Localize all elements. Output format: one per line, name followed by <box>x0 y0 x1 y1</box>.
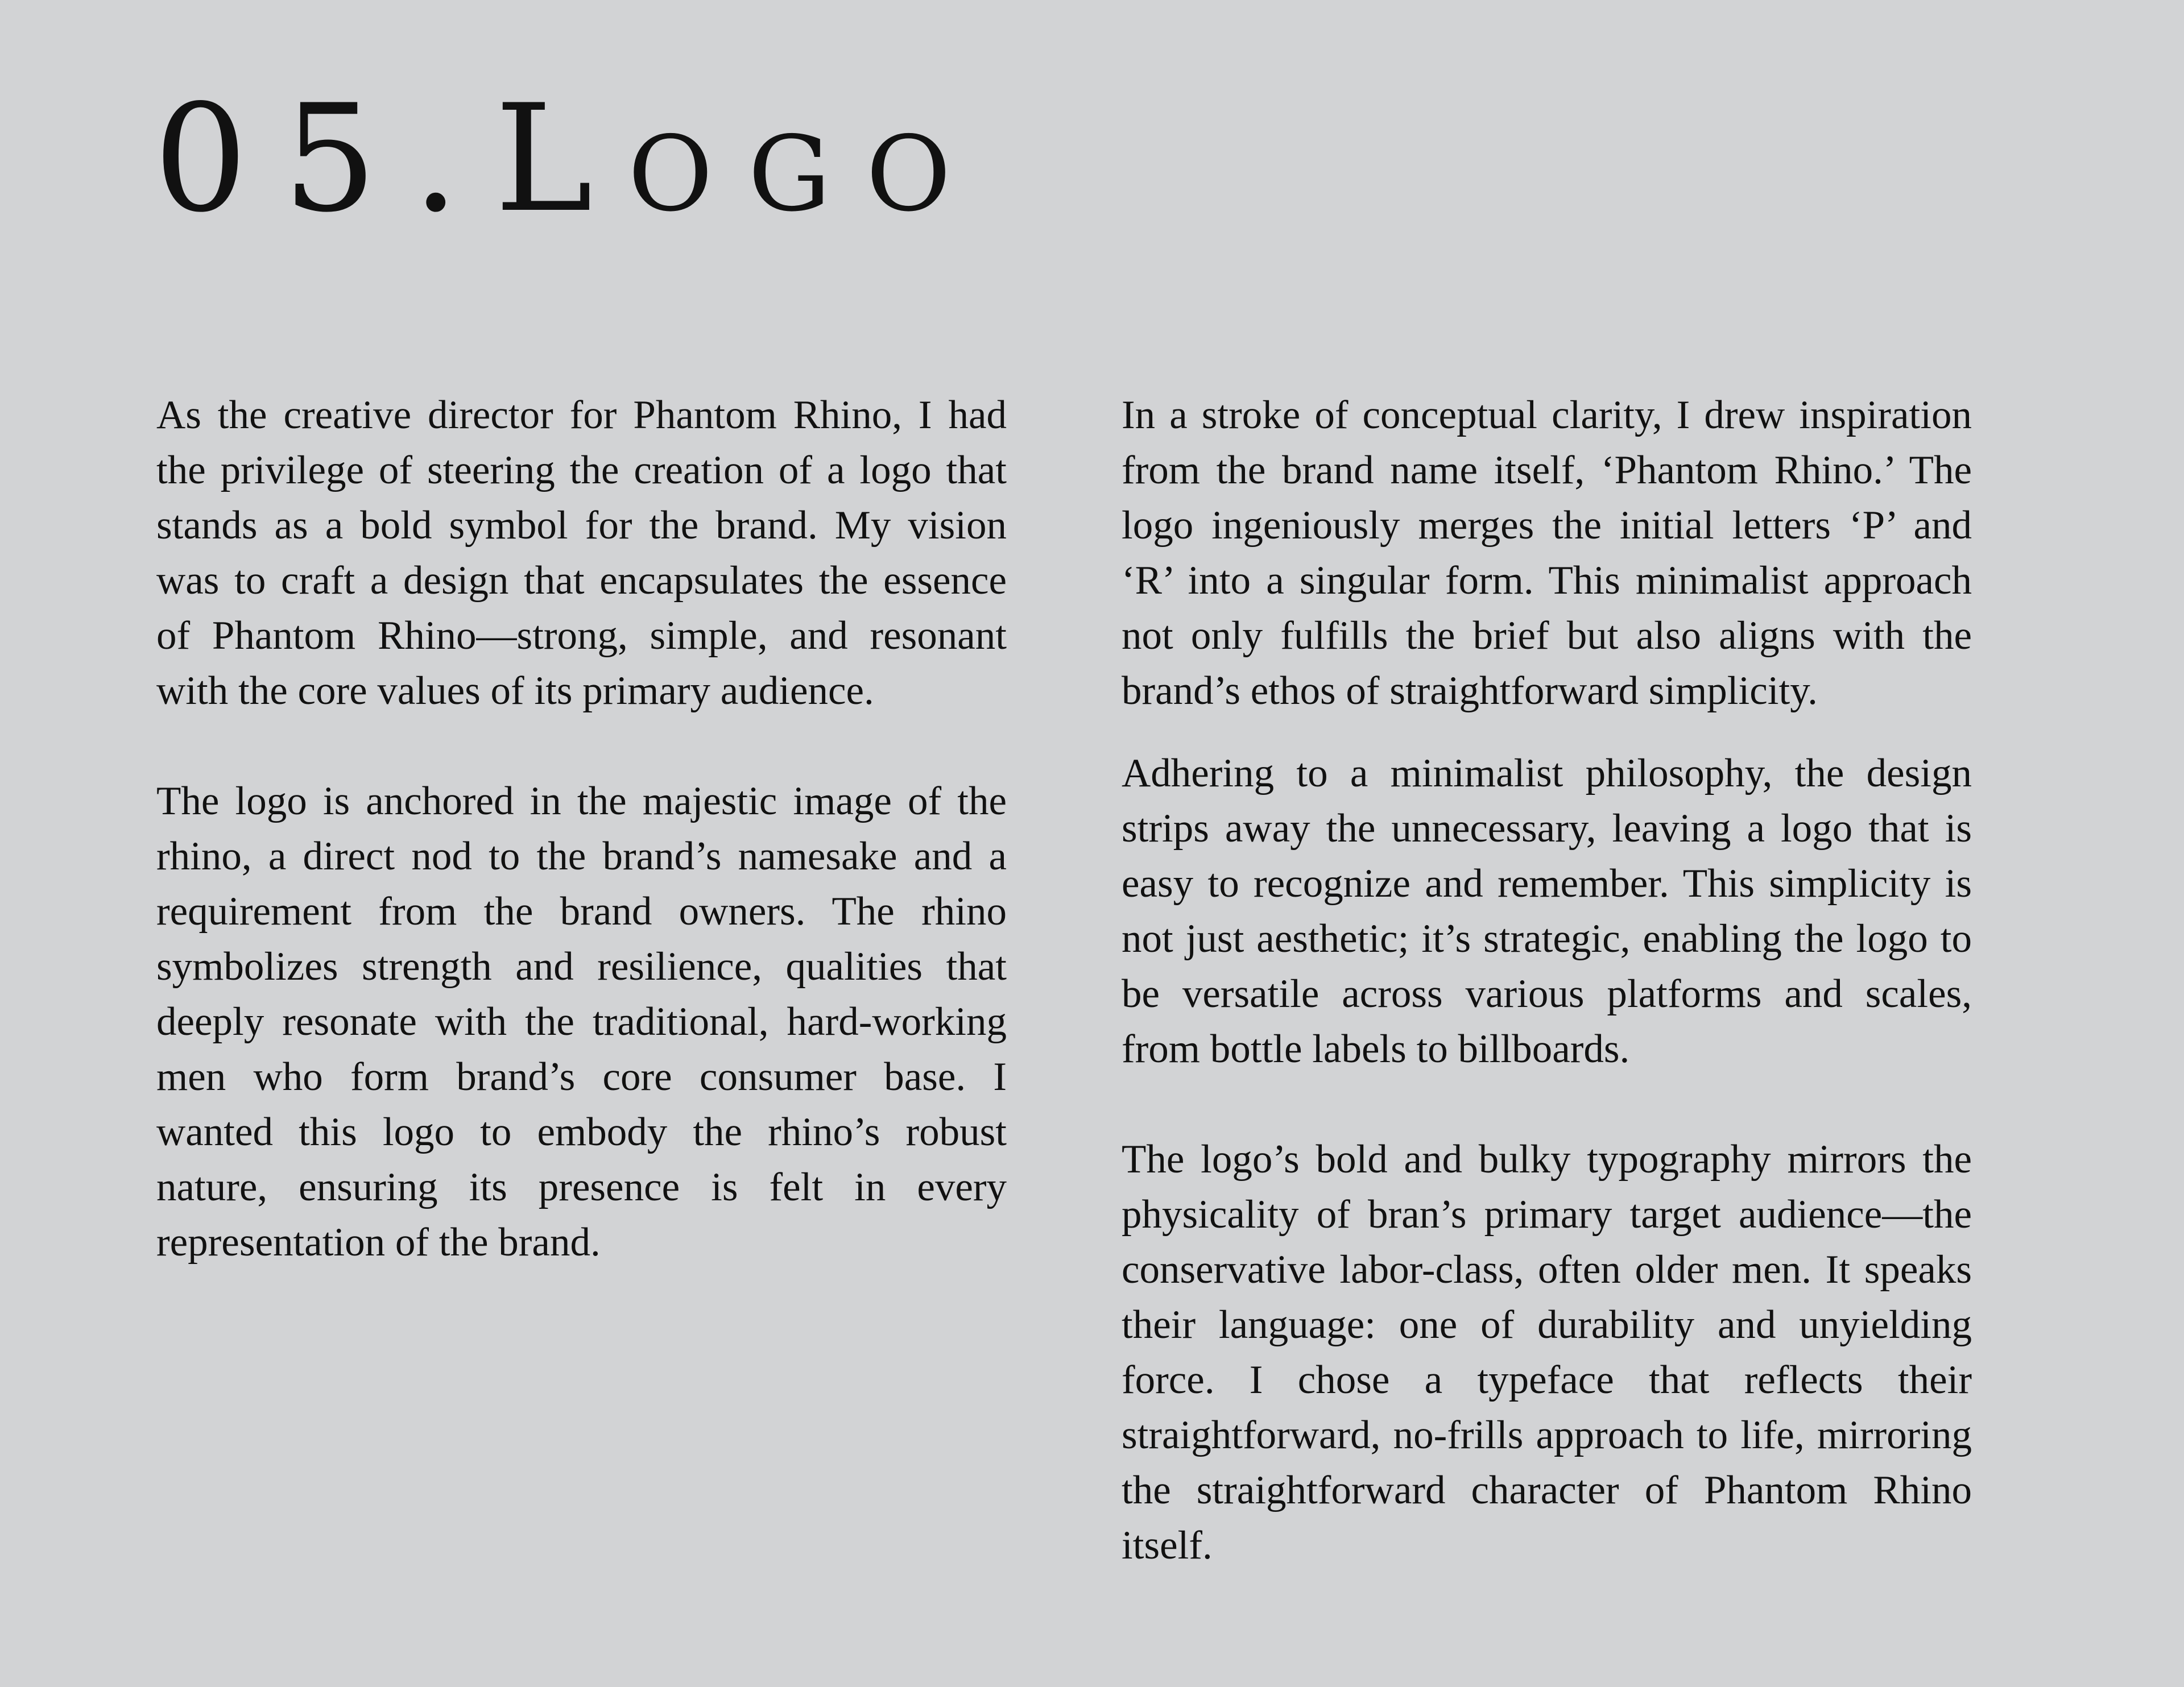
body-paragraph: As the creative director for Phantom Rhino, I had the privilege of steering the creation of a logo that stands as a bold symbol for the brand. My vision was to craft a design that encapsulates the essence of Phantom Rhino—strong, simple, and resonant with the core values of its primary audience. <box>156 393 1007 713</box>
body-paragraph: The logo’s bold and bulky typography mirrors the physicality of bran’s primary target audience—the conservative labor-class, often older men. It speaks their language: one of durability and unyielding force. I chose a typeface that reflects their straightforward, no-frills approach to life, mirroring the straightforward character of Phantom Rhino itself. <box>1122 1137 1972 1568</box>
right-text-column <box>1122 388 1972 1573</box>
body-paragraph: The logo is anchored in the majestic image of the rhino, a direct nod to the brand’s namesake and a requirement from the brand owners. The rhino symbolizes strength and resilience, qualities that deeply resonate with the traditional, hard-working men who form brand’s core consumer base. I wanted this logo to embody the rhino’s robust nature, ensuring its presence is felt in every representation of the brand. <box>156 779 1007 1265</box>
body-paragraph: Adhering to a minimalist philosophy, the design strips away the unnecessary, leaving a logo that is easy to recognize and remember. This simplicity is not just aesthetic; it’s strategic, enabling the logo to be versatile across various platforms and scales, from bottle labels to billboards. <box>1122 751 1972 1071</box>
left-text-column <box>156 388 1007 1270</box>
page-title: 05.Logo <box>154 73 986 245</box>
body-paragraph: In a stroke of conceptual clarity, I drew inspiration from the brand name itself, ‘Phantom Rhino.’ The logo ingeniously merges the initial letters ‘P’ and ‘R’ into a singular form. This minimalist approach not only fulfills the brief but also aligns with the brand’s ethos of straightforward simplicity. <box>1122 393 1972 713</box>
